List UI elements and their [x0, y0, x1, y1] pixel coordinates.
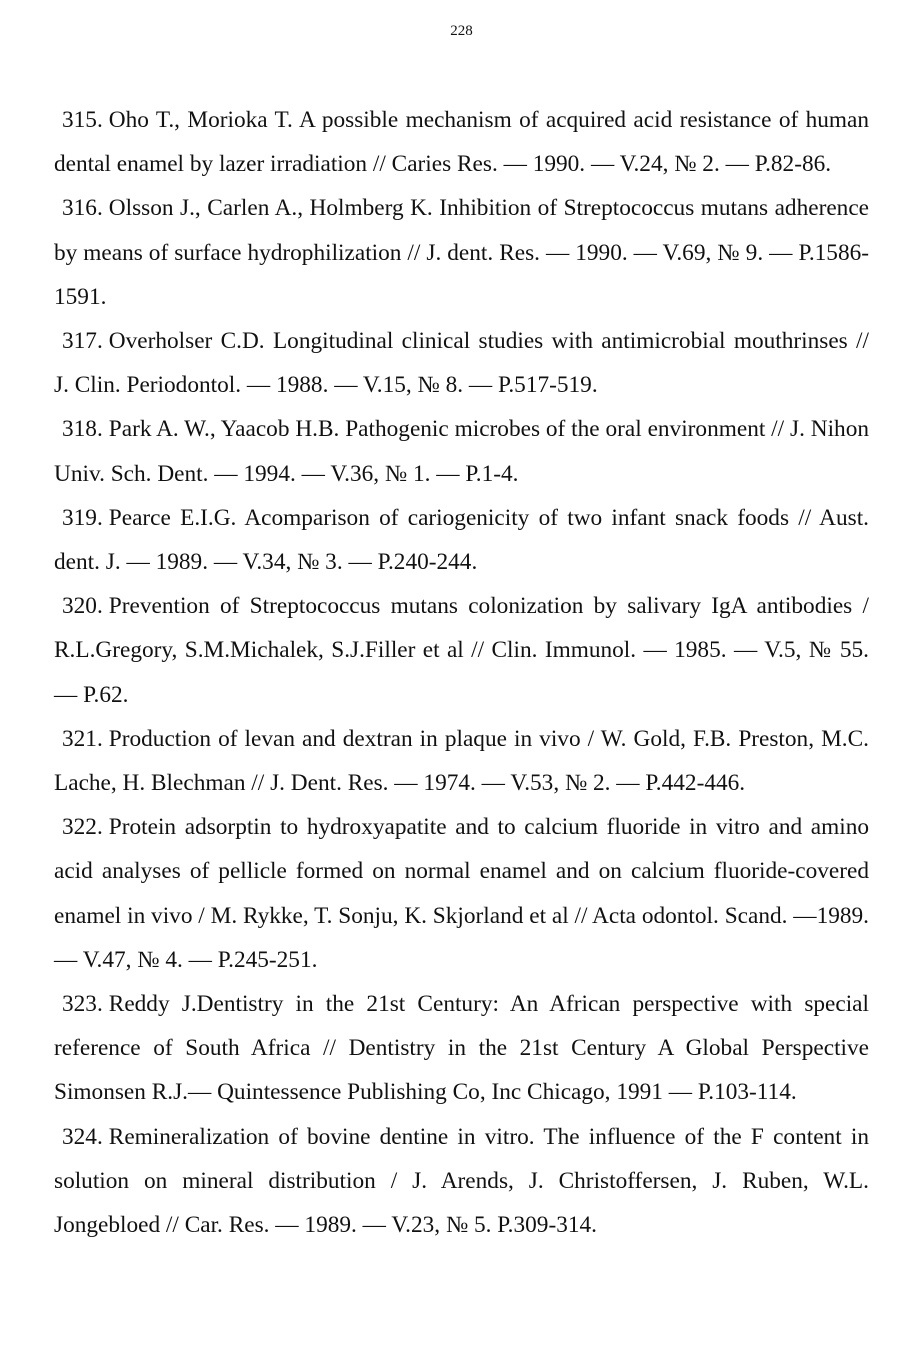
reference-text: Protein adsorptin to hydroxyapatite and to calcium fluoride in vitro and amino acid analyses of pellicle formed on normal enamel and on calcium fluoride-covered enamel in vivo / M. Rykke, T. Sonju, K. Skjorland et al // Acta odontol. Scand. —1989. — V.47, № 4. — P.245-251. — [54, 814, 869, 973]
reference-text: Oho T., Morioka T. A possible mechanism of acquired acid resistance of human dental enamel by lazer irradiation // Caries Res. — 1990. — V.24, № 2. — P.82-86. — [54, 107, 869, 178]
reference-text: Production of levan and dextran in plaque in vivo / W. Gold, F.B. Preston, M.C. Lache, H. Blechman // J. Dent. Res. — 1974. — V.53, № 2. — P.442-446. — [54, 725, 869, 797]
reference-number: 317. — [62, 328, 103, 355]
reference-item — [54, 717, 869, 805]
reference-item — [54, 805, 869, 982]
reference-text: Park A. W., Yaacob H.B. Pathogenic microbes of the oral environment // J. Nihon Univ. Sch. Dent. — 1994. — V.36, № 1. — P.1-4. — [54, 416, 869, 487]
reference-item — [54, 186, 869, 319]
reference-number: 315. — [62, 107, 103, 133]
reference-number: 320. — [62, 593, 103, 620]
reference-item — [54, 407, 869, 495]
reference-text: Pearce E.I.G. Acomparison of cariogenicity of two infant snack foods // Aust. dent. J. — 1989. — V.34, № 3. — P.240-244. — [54, 504, 869, 576]
reference-number: 319. — [62, 504, 103, 531]
reference-number: 321. — [62, 725, 103, 752]
reference-list — [54, 98, 869, 1247]
reference-text: Overholser C.D. Longitudinal clinical studies with antimicrobial mouthrinses // J. Clin. Periodontol. — 1988. — V.15, № 8. — P.517-519. — [54, 328, 869, 399]
reference-number: 324. — [62, 1123, 103, 1150]
reference-text: Reddy J.Dentistry in the 21st Century: An African perspective with special reference of South Africa // Dentistry in the 21st Century A Global Perspective Simonsen R.J.— Quintessence Publishing Co, Inc Chicago, 1991 — P.103-114. — [54, 991, 869, 1106]
reference-text: Prevention of Streptococcus mutans colonization by salivary IgA antibodies / R.L.Gregory, S.M.Michalek, S.J.Filler et al // Clin. Immunol. — 1985. — V.5, № 55. — P.62. — [54, 593, 869, 708]
reference-text: Remineralization of bovine dentine in vitro. The influence of the F content in solution on mineral distribution / J. Arends, J. Christoffersen, J. Ruben, W.L. Jongebloed // Car. Res. — 1989. — V.23, № 5. P.309-314. — [54, 1123, 869, 1239]
reference-number: 318. — [62, 416, 103, 443]
reference-text: Olsson J., Carlen A., Holmberg K. Inhibition of Streptococcus mutans adherence by means of surface hydrophilization // J. dent. Res. — 1990. — V.69, № 9. — P.1586-1591. — [54, 195, 869, 310]
reference-number: 316. — [62, 195, 103, 222]
reference-item — [54, 982, 869, 1115]
reference-item — [54, 584, 869, 717]
page-number: 228 — [450, 23, 473, 39]
reference-number: 323. — [62, 991, 103, 1018]
reference-item — [54, 319, 869, 407]
reference-number: 322. — [62, 814, 103, 841]
reference-item — [54, 496, 869, 584]
reference-item — [54, 1115, 869, 1248]
reference-item — [54, 98, 869, 186]
